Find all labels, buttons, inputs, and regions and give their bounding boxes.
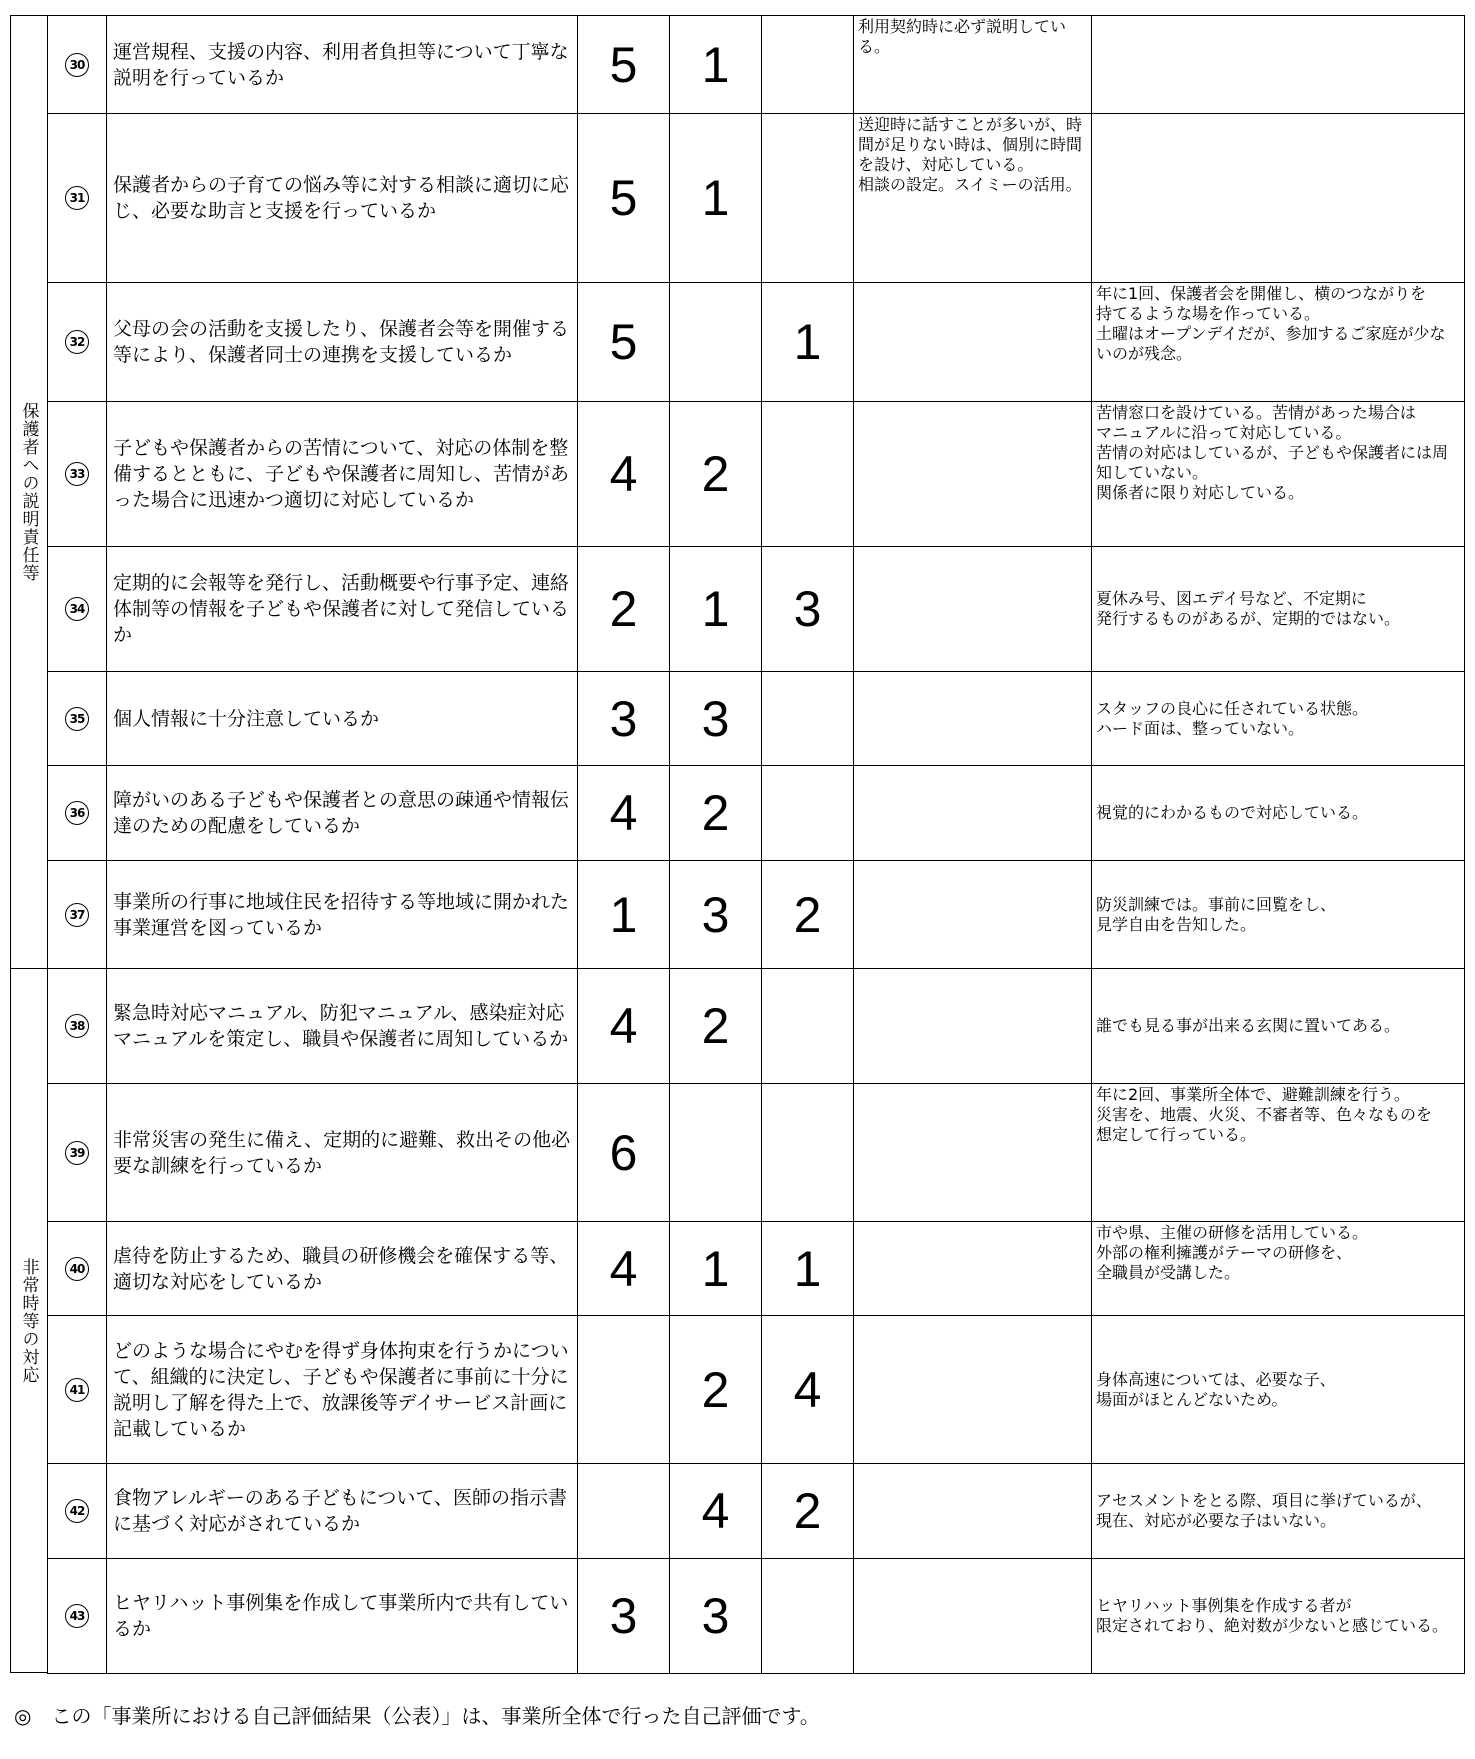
- question-cell: 運営規程、支援の内容、利用者負担等について丁寧な説明を行っているか: [106, 15, 578, 114]
- item-number: 37: [65, 903, 89, 927]
- count-cell-yes: 6: [577, 1083, 670, 1222]
- question-cell: 非常災害の発生に備え、定期的に避難、救出その他必要な訓練を行っているか: [106, 1083, 578, 1222]
- count-cell-no: 3: [761, 546, 854, 672]
- count-cell-neither: 3: [669, 1558, 762, 1674]
- evaluation-table: [10, 15, 1465, 1673]
- comment-cell-right: 視覚的にわかるもので対応している。: [1091, 765, 1465, 861]
- count-cell-yes: 4: [577, 401, 670, 547]
- item-number: 38: [65, 1014, 89, 1038]
- item-number-cell: [47, 113, 107, 283]
- item-number: 33: [65, 462, 89, 486]
- comment-cell-left: [853, 282, 1092, 402]
- count-cell-yes: 1: [577, 860, 670, 969]
- comment-cell-right: 身体高速については、必要な子、 場面がほとんどないため。: [1091, 1315, 1465, 1464]
- comment-cell-right: [1091, 113, 1465, 283]
- footer-note: ◎ この「事業所における自己評価結果（公表）」は、事業所全体で行った自己評価です。: [14, 1704, 820, 1728]
- item-number-cell: [47, 1315, 107, 1464]
- comment-cell-left: [853, 546, 1092, 672]
- question-cell: どのような場合にやむを得ず身体拘束を行うかについて、組織的に決定し、子どもや保護者に事前に十分に説明し了解を得た上で、放課後等デイサービス計画に記載しているか: [106, 1315, 578, 1464]
- question-cell: 虐待を防止するため、職員の研修機会を確保する等、適切な対応をしているか: [106, 1221, 578, 1316]
- count-cell-no: [761, 113, 854, 283]
- item-number: 31: [65, 186, 89, 210]
- count-cell-neither: 2: [669, 968, 762, 1084]
- category-label: 非常時等の対応: [18, 1257, 39, 1384]
- comment-cell-left: 利用契約時に必ず説明している。: [853, 15, 1092, 114]
- count-cell-no: [761, 671, 854, 766]
- question-cell: 保護者からの子育ての悩み等に対する相談に適切に応じ、必要な助言と支援を行っているか: [106, 113, 578, 283]
- comment-cell-left: [853, 1558, 1092, 1674]
- item-number: 40: [65, 1257, 89, 1281]
- question-cell: 個人情報に十分注意しているか: [106, 671, 578, 766]
- item-number-cell: [47, 860, 107, 969]
- count-cell-yes: [577, 1315, 670, 1464]
- comment-cell-left: [853, 860, 1092, 969]
- question-cell: 障がいのある子どもや保護者との意思の疎通や情報伝達のための配慮をしているか: [106, 765, 578, 861]
- count-cell-neither: [669, 282, 762, 402]
- question-cell: 父母の会の活動を支援したり、保護者会等を開催する等により、保護者同士の連携を支援しているか: [106, 282, 578, 402]
- comment-cell-right: 夏休み号、図エデイ号など、不定期に 発行するものがあるが、定期的ではない。: [1091, 546, 1465, 672]
- count-cell-no: 2: [761, 1463, 854, 1559]
- count-cell-neither: 1: [669, 15, 762, 114]
- item-number-cell: [47, 1221, 107, 1316]
- item-number: 35: [65, 707, 89, 731]
- question-cell: ヒヤリハット事例集を作成して事業所内で共有しているか: [106, 1558, 578, 1674]
- comment-cell-right: 誰でも見る事が出来る玄関に置いてある。: [1091, 968, 1465, 1084]
- count-cell-no: 4: [761, 1315, 854, 1464]
- comment-cell-left: [853, 968, 1092, 1084]
- count-cell-neither: 2: [669, 401, 762, 547]
- count-cell-no: [761, 968, 854, 1084]
- category-cell: [10, 968, 48, 1673]
- category-cell: [10, 15, 48, 969]
- count-cell-neither: 3: [669, 671, 762, 766]
- count-cell-yes: 4: [577, 765, 670, 861]
- comment-cell-right: ヒヤリハット事例集を作成する者が 限定されており、絶対数が少ないと感じている。: [1091, 1558, 1465, 1674]
- comment-cell-left: [853, 1083, 1092, 1222]
- item-number-cell: [47, 1083, 107, 1222]
- comment-cell-left: [853, 671, 1092, 766]
- count-cell-no: 1: [761, 282, 854, 402]
- item-number: 39: [65, 1141, 89, 1165]
- comment-cell-right: 苦情窓口を設けている。苦情があった場合は マニュアルに沿って対応している。 苦情の対応はしているが、子どもや保護者には周知していない。 関係者に限り対応している。: [1091, 401, 1465, 547]
- count-cell-no: [761, 1558, 854, 1674]
- count-cell-yes: 5: [577, 15, 670, 114]
- comment-cell-right: 市や県、主催の研修を活用している。 外部の権利擁護がテーマの研修を、 全職員が受講した。: [1091, 1221, 1465, 1316]
- comment-cell-left: [853, 1315, 1092, 1464]
- question-cell: 食物アレルギーのある子どもについて、医師の指示書に基づく対応がされているか: [106, 1463, 578, 1559]
- count-cell-yes: 4: [577, 968, 670, 1084]
- comment-cell-right: 年に2回、事業所全体で、避難訓練を行う。 災害を、地震、火災、不審者等、色々なものを 想定して行っている。: [1091, 1083, 1465, 1222]
- count-cell-yes: 5: [577, 113, 670, 283]
- item-number-cell: [47, 546, 107, 672]
- count-cell-neither: 4: [669, 1463, 762, 1559]
- count-cell-neither: 2: [669, 1315, 762, 1464]
- question-cell: 緊急時対応マニュアル、防犯マニュアル、感染症対応マニュアルを策定し、職員や保護者に周知しているか: [106, 968, 578, 1084]
- item-number-cell: [47, 1558, 107, 1674]
- comment-cell-left: [853, 401, 1092, 547]
- count-cell-no: 2: [761, 860, 854, 969]
- count-cell-no: 1: [761, 1221, 854, 1316]
- item-number: 30: [65, 53, 89, 77]
- comment-cell-left: [853, 1463, 1092, 1559]
- item-number: 34: [65, 597, 89, 621]
- count-cell-yes: 2: [577, 546, 670, 672]
- question-cell: 子どもや保護者からの苦情について、対応の体制を整備するとともに、子どもや保護者に周知し、苦情があった場合に迅速かつ適切に対応しているか: [106, 401, 578, 547]
- category-label: 保護者への説明責任等: [18, 402, 39, 582]
- comment-cell-right: アセスメントをとる際、項目に挙げているが、 現在、対応が必要な子はいない。: [1091, 1463, 1465, 1559]
- comment-cell-right: 防災訓練では。事前に回覧をし、 見学自由を告知した。: [1091, 860, 1465, 969]
- comment-cell-right: スタッフの良心に任されている状態。 ハード面は、整っていない。: [1091, 671, 1465, 766]
- comment-cell-right: [1091, 15, 1465, 114]
- count-cell-yes: 5: [577, 282, 670, 402]
- item-number: 42: [65, 1499, 89, 1523]
- comment-cell-left: [853, 765, 1092, 861]
- item-number: 36: [65, 801, 89, 825]
- count-cell-neither: [669, 1083, 762, 1222]
- item-number-cell: [47, 401, 107, 547]
- comment-cell-left: 送迎時に話すことが多いが、時間が足りない時は、個別に時間を設け、対応している。 相談の設定。スイミーの活用。: [853, 113, 1092, 283]
- count-cell-neither: 1: [669, 546, 762, 672]
- question-cell: 定期的に会報等を発行し、活動概要や行事予定、連絡体制等の情報を子どもや保護者に対して発信しているか: [106, 546, 578, 672]
- count-cell-neither: 1: [669, 113, 762, 283]
- item-number: 32: [65, 330, 89, 354]
- count-cell-yes: [577, 1463, 670, 1559]
- count-cell-yes: 3: [577, 671, 670, 766]
- count-cell-yes: 4: [577, 1221, 670, 1316]
- item-number-cell: [47, 15, 107, 114]
- count-cell-neither: 1: [669, 1221, 762, 1316]
- count-cell-no: [761, 401, 854, 547]
- item-number-cell: [47, 671, 107, 766]
- count-cell-neither: 3: [669, 860, 762, 969]
- item-number-cell: [47, 765, 107, 861]
- item-number-cell: [47, 1463, 107, 1559]
- item-number-cell: [47, 968, 107, 1084]
- item-number: 41: [65, 1378, 89, 1402]
- count-cell-no: [761, 765, 854, 861]
- count-cell-no: [761, 1083, 854, 1222]
- item-number: 43: [65, 1604, 89, 1628]
- count-cell-yes: 3: [577, 1558, 670, 1674]
- question-cell: 事業所の行事に地域住民を招待する等地域に開かれた事業運営を図っているか: [106, 860, 578, 969]
- count-cell-neither: 2: [669, 765, 762, 861]
- comment-cell-left: [853, 1221, 1092, 1316]
- comment-cell-right: 年に1回、保護者会を開催し、横のつながりを 持てるような場を作っている。 土曜はオープンデイだが、参加するご家庭が少ないのが残念。: [1091, 282, 1465, 402]
- item-number-cell: [47, 282, 107, 402]
- count-cell-no: [761, 15, 854, 114]
